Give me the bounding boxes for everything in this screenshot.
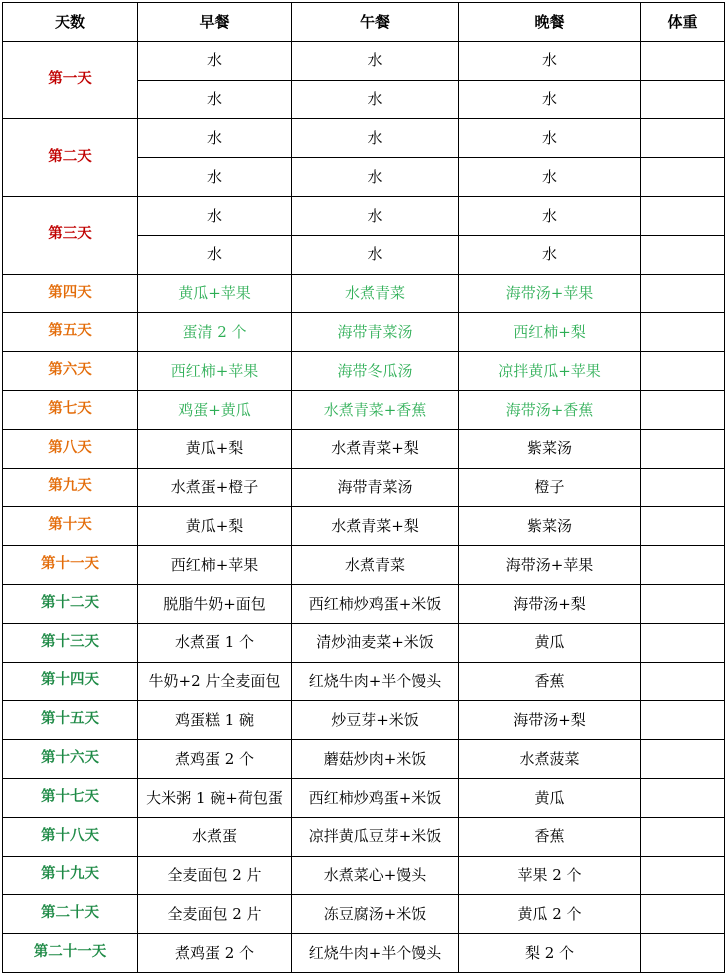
day-label: 第六天 xyxy=(3,352,138,391)
dinner-cell: 凉拌黄瓜+苹果 xyxy=(459,352,641,391)
weight-cell[interactable] xyxy=(641,817,725,856)
weight-cell[interactable] xyxy=(641,546,725,585)
lunch-cell: 海带青菜汤 xyxy=(292,468,459,507)
dinner-cell: 水 xyxy=(459,235,641,274)
dinner-cell: 梨 2 个 xyxy=(459,934,641,973)
day-label: 第十六天 xyxy=(3,740,138,779)
breakfast-cell: 水煮蛋+橙子 xyxy=(138,468,292,507)
header-weight: 体重 xyxy=(641,3,725,42)
lunch-cell: 水煮菜心+馒头 xyxy=(292,856,459,895)
lunch-cell: 海带青菜汤 xyxy=(292,313,459,352)
table-row xyxy=(3,934,725,973)
day-label: 第十四天 xyxy=(3,662,138,701)
header-day: 天数 xyxy=(3,3,138,42)
dinner-cell: 黄瓜 2 个 xyxy=(459,895,641,934)
day-label: 第十五天 xyxy=(3,701,138,740)
dinner-cell: 紫菜汤 xyxy=(459,429,641,468)
day-label: 第一天 xyxy=(3,41,138,119)
dinner-cell: 水 xyxy=(459,196,641,235)
breakfast-cell: 水 xyxy=(138,196,292,235)
weight-cell[interactable] xyxy=(641,158,725,197)
header-row xyxy=(3,3,725,42)
dinner-cell: 海带汤+梨 xyxy=(459,584,641,623)
weight-cell[interactable] xyxy=(641,507,725,546)
dinner-cell: 海带汤+梨 xyxy=(459,701,641,740)
header-lunch: 午餐 xyxy=(292,3,459,42)
table-row xyxy=(3,313,725,352)
breakfast-cell: 煮鸡蛋 2 个 xyxy=(138,740,292,779)
table-row xyxy=(3,778,725,817)
weight-cell[interactable] xyxy=(641,778,725,817)
dinner-cell: 水煮菠菜 xyxy=(459,740,641,779)
table-row xyxy=(3,468,725,507)
breakfast-cell: 大米粥 1 碗+荷包蛋 xyxy=(138,778,292,817)
dinner-cell: 水 xyxy=(459,158,641,197)
day-label: 第二天 xyxy=(3,119,138,197)
diet-plan-table xyxy=(2,2,725,973)
day-label: 第三天 xyxy=(3,196,138,274)
day-label: 第四天 xyxy=(3,274,138,313)
weight-cell[interactable] xyxy=(641,895,725,934)
day-label: 第十一天 xyxy=(3,546,138,585)
lunch-cell: 红烧牛肉+半个馒头 xyxy=(292,662,459,701)
breakfast-cell: 水 xyxy=(138,80,292,119)
table-row xyxy=(3,895,725,934)
lunch-cell: 水煮青菜+梨 xyxy=(292,507,459,546)
weight-cell[interactable] xyxy=(641,80,725,119)
weight-cell[interactable] xyxy=(641,701,725,740)
table-row xyxy=(3,390,725,429)
day-label: 第八天 xyxy=(3,429,138,468)
lunch-cell: 西红柿炒鸡蛋+米饭 xyxy=(292,584,459,623)
breakfast-cell: 煮鸡蛋 2 个 xyxy=(138,934,292,973)
weight-cell[interactable] xyxy=(641,352,725,391)
table-row xyxy=(3,41,725,80)
breakfast-cell: 脱脂牛奶+面包 xyxy=(138,584,292,623)
lunch-cell: 海带冬瓜汤 xyxy=(292,352,459,391)
breakfast-cell: 鸡蛋+黄瓜 xyxy=(138,390,292,429)
day-label: 第二十一天 xyxy=(3,934,138,973)
lunch-cell: 水煮青菜 xyxy=(292,274,459,313)
weight-cell[interactable] xyxy=(641,429,725,468)
dinner-cell: 西红柿+梨 xyxy=(459,313,641,352)
table-row xyxy=(3,119,725,158)
day-label: 第五天 xyxy=(3,313,138,352)
lunch-cell: 水 xyxy=(292,80,459,119)
table-row xyxy=(3,196,725,235)
weight-cell[interactable] xyxy=(641,41,725,80)
lunch-cell: 红烧牛肉+半个馒头 xyxy=(292,934,459,973)
dinner-cell: 香蕉 xyxy=(459,662,641,701)
table-body xyxy=(3,41,725,972)
lunch-cell: 水 xyxy=(292,158,459,197)
lunch-cell: 西红柿炒鸡蛋+米饭 xyxy=(292,778,459,817)
day-label: 第十天 xyxy=(3,507,138,546)
day-label: 第二十天 xyxy=(3,895,138,934)
weight-cell[interactable] xyxy=(641,235,725,274)
weight-cell[interactable] xyxy=(641,934,725,973)
lunch-cell: 水煮青菜+梨 xyxy=(292,429,459,468)
breakfast-cell: 鸡蛋糕 1 碗 xyxy=(138,701,292,740)
day-label: 第七天 xyxy=(3,390,138,429)
dinner-cell: 海带汤+苹果 xyxy=(459,546,641,585)
table-row xyxy=(3,507,725,546)
dinner-cell: 黄瓜 xyxy=(459,778,641,817)
table-row xyxy=(3,662,725,701)
table-row xyxy=(3,546,725,585)
breakfast-cell: 全麦面包 2 片 xyxy=(138,856,292,895)
dinner-cell: 海带汤+香蕉 xyxy=(459,390,641,429)
weight-cell[interactable] xyxy=(641,623,725,662)
breakfast-cell: 水煮蛋 xyxy=(138,817,292,856)
weight-cell[interactable] xyxy=(641,856,725,895)
breakfast-cell: 水煮蛋 1 个 xyxy=(138,623,292,662)
dinner-cell: 黄瓜 xyxy=(459,623,641,662)
table-row xyxy=(3,623,725,662)
breakfast-cell: 黄瓜+梨 xyxy=(138,507,292,546)
lunch-cell: 水 xyxy=(292,41,459,80)
day-label: 第十九天 xyxy=(3,856,138,895)
table-row xyxy=(3,817,725,856)
lunch-cell: 凉拌黄瓜豆芽+米饭 xyxy=(292,817,459,856)
lunch-cell: 水煮青菜 xyxy=(292,546,459,585)
weight-cell[interactable] xyxy=(641,119,725,158)
dinner-cell: 水 xyxy=(459,80,641,119)
weight-cell[interactable] xyxy=(641,740,725,779)
table-row xyxy=(3,740,725,779)
table-row xyxy=(3,584,725,623)
weight-cell[interactable] xyxy=(641,313,725,352)
breakfast-cell: 蛋清 2 个 xyxy=(138,313,292,352)
dinner-cell: 水 xyxy=(459,119,641,158)
weight-cell[interactable] xyxy=(641,274,725,313)
day-label: 第九天 xyxy=(3,468,138,507)
breakfast-cell: 水 xyxy=(138,158,292,197)
day-label: 第十二天 xyxy=(3,584,138,623)
breakfast-cell: 西红柿+苹果 xyxy=(138,352,292,391)
table-row xyxy=(3,352,725,391)
lunch-cell: 水 xyxy=(292,235,459,274)
lunch-cell: 蘑菇炒肉+米饭 xyxy=(292,740,459,779)
breakfast-cell: 水 xyxy=(138,235,292,274)
weight-cell[interactable] xyxy=(641,196,725,235)
day-label: 第十三天 xyxy=(3,623,138,662)
breakfast-cell: 牛奶+2 片全麦面包 xyxy=(138,662,292,701)
dinner-cell: 苹果 2 个 xyxy=(459,856,641,895)
day-label: 第十八天 xyxy=(3,817,138,856)
dinner-cell: 橙子 xyxy=(459,468,641,507)
breakfast-cell: 水 xyxy=(138,41,292,80)
dinner-cell: 紫菜汤 xyxy=(459,507,641,546)
breakfast-cell: 黄瓜+梨 xyxy=(138,429,292,468)
breakfast-cell: 全麦面包 2 片 xyxy=(138,895,292,934)
lunch-cell: 水 xyxy=(292,196,459,235)
dinner-cell: 水 xyxy=(459,41,641,80)
breakfast-cell: 黄瓜+苹果 xyxy=(138,274,292,313)
weight-cell[interactable] xyxy=(641,468,725,507)
table-row xyxy=(3,429,725,468)
weight-cell[interactable] xyxy=(641,390,725,429)
dinner-cell: 香蕉 xyxy=(459,817,641,856)
lunch-cell: 水煮青菜+香蕉 xyxy=(292,390,459,429)
lunch-cell: 炒豆芽+米饭 xyxy=(292,701,459,740)
table-row xyxy=(3,701,725,740)
breakfast-cell: 西红柿+苹果 xyxy=(138,546,292,585)
lunch-cell: 水 xyxy=(292,119,459,158)
header-dinner: 晚餐 xyxy=(459,3,641,42)
day-label: 第十七天 xyxy=(3,778,138,817)
dinner-cell: 海带汤+苹果 xyxy=(459,274,641,313)
weight-cell[interactable] xyxy=(641,584,725,623)
lunch-cell: 清炒油麦菜+米饭 xyxy=(292,623,459,662)
table-row xyxy=(3,274,725,313)
table-row xyxy=(3,856,725,895)
lunch-cell: 冻豆腐汤+米饭 xyxy=(292,895,459,934)
breakfast-cell: 水 xyxy=(138,119,292,158)
header-breakfast: 早餐 xyxy=(138,3,292,42)
weight-cell[interactable] xyxy=(641,662,725,701)
